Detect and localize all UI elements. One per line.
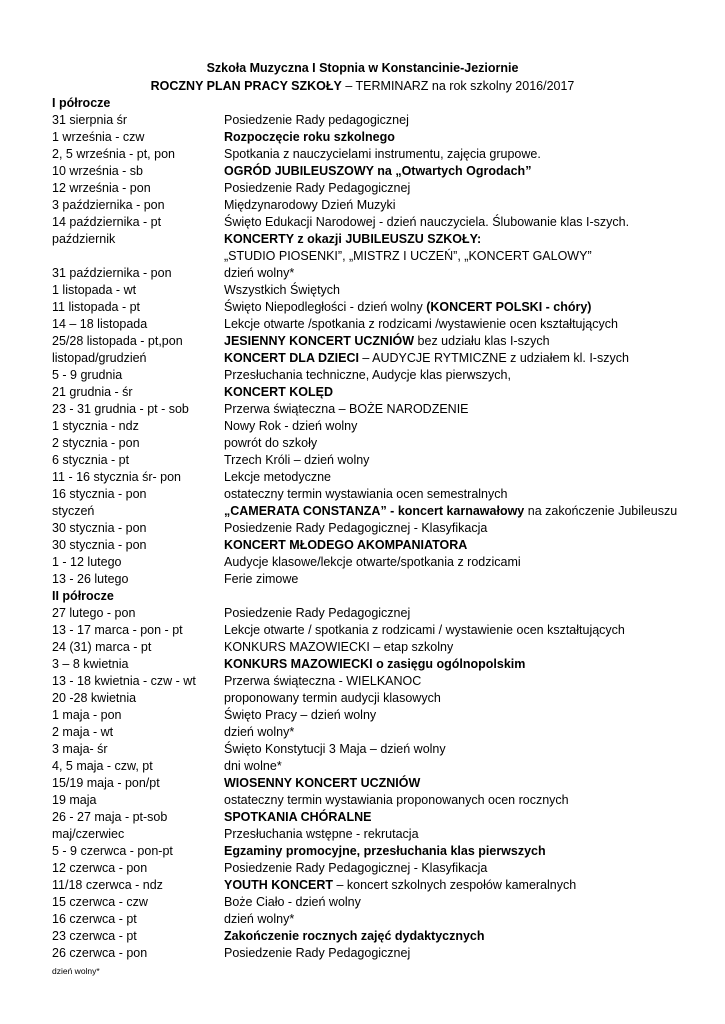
schedule-description [224,622,625,639]
schedule-row [52,197,712,214]
section-heading-first: I półrocze [52,96,111,110]
schedule-description [224,554,521,571]
schedule-description [224,639,453,656]
schedule-description [224,367,511,384]
schedule-date: 1 września - czw [52,130,145,144]
description-part: dzień wolny* [224,266,295,280]
school-name: Szkoła Muzyczna I Stopnia w Konstancinie-Jeziornie [206,61,519,75]
schedule-date: 11 - 16 stycznia śr- pon [52,470,181,484]
schedule-description [224,231,481,248]
schedule-description [224,945,410,962]
schedule-date: 3 maja- śr [52,742,108,756]
schedule-row [52,435,712,452]
schedule-row [52,673,712,690]
schedule-row [52,384,712,401]
description-part: – AUDYCJE RYTMICZNE z udziałem kl. I-szych [358,351,629,365]
schedule-description [224,860,487,877]
schedule-row [52,571,712,588]
schedule-row [52,231,712,248]
schedule-date: 5 - 9 czerwca - pon-pt [52,844,173,858]
schedule-description [224,282,340,299]
schedule-description [224,775,420,792]
schedule-description [224,163,531,180]
schedule-description [224,724,294,741]
schedule-row [52,282,712,299]
schedule-date: styczeń [52,504,95,518]
description-part: Audycje klasowe/lekcje otwarte/spotkania z rodzicami [224,555,521,569]
description-part: „STUDIO PIOSENKI”, „MISTRZ I UCZEŃ”, „KONCERT GALOWY” [224,249,592,263]
schedule-description [224,265,294,282]
schedule-date: 31 sierpnia śr [52,113,128,127]
schedule-date: 2, 5 września - pt, pon [52,147,175,161]
description-part: Wszystkich Świętych [224,283,340,297]
schedule-date: październik [52,232,116,246]
schedule-row [52,758,712,775]
schedule-date: 15 czerwca - czw [52,895,148,909]
schedule-date: 31 października - pon [52,266,172,280]
schedule-date: 11 listopada - pt [52,300,141,314]
schedule-row [52,537,712,554]
schedule-description [224,180,410,197]
schedule-row [52,316,712,333]
description-bold-part: KONCERT DLA DZIECI [224,351,359,365]
schedule-row [52,639,712,656]
description-part: ostateczny termin wystawiania proponowanych ocen rocznych [224,793,569,807]
schedule-description [224,758,282,775]
schedule-date: 10 września - sb [52,164,144,178]
schedule-row [52,605,712,622]
schedule-description [224,350,629,367]
description-part: ostateczny termin wystawiania ocen semestralnych [224,487,508,501]
description-bold-part: Egzaminy promocyjne, przesłuchania klas pierwszych [224,844,546,858]
schedule-date: 23 - 31 grudnia - pt - sob [52,402,189,416]
schedule-row [52,146,712,163]
schedule-row [52,248,712,265]
description-part: – koncert szkolnych zespołów kameralnych [333,878,577,892]
description-part: dzień wolny* [224,725,295,739]
schedule-date: listopad/grudzień [52,351,147,365]
schedule-row [52,486,712,503]
schedule-date: 14 października - pt [52,215,162,229]
schedule-description [224,826,419,843]
schedule-row [52,265,712,282]
schedule-row [52,775,712,792]
description-part: Trzech Króli – dzień wolny [224,453,370,467]
schedule-date: 19 maja [52,793,97,807]
schedule-description [224,605,410,622]
schedule-date: 30 stycznia - pon [52,538,147,552]
schedule-date: 30 stycznia - pon [52,521,147,535]
schedule-date: 3 – 8 kwietnia [52,657,129,671]
schedule-date: 16 czerwca - pt [52,912,137,926]
description-bold-part: (KONCERT POLSKI - chóry) [426,300,592,314]
description-part: dzień wolny* [224,912,295,926]
description-part: Lekcje otwarte / spotkania z rodzicami / wystawienie ocen kształtujących [224,623,625,637]
description-part: Posiedzenie Rady Pedagogicznej - Klasyfikacja [224,521,488,535]
schedule-description [224,452,369,469]
schedule-date: 26 czerwca - pon [52,946,148,960]
plan-title-bold: ROCZNY PLAN PRACY SZKOŁY [150,79,342,93]
description-part: Posiedzenie Rady Pedagogicznej - Klasyfikacja [224,861,488,875]
description-part: dni wolne* [224,759,282,773]
description-bold-part: SPOTKANIA CHÓRALNE [224,810,372,824]
schedule-description [224,843,546,860]
description-bold-part: YOUTH KONCERT [224,878,334,892]
schedule-row [52,452,712,469]
description-bold-part: „CAMERATA CONSTANZA” - koncert karnawałowy [224,504,525,518]
schedule-row [52,724,712,741]
schedule-description [224,894,361,911]
schedule-description [224,520,487,537]
schedule-row [52,503,712,520]
description-bold-part: KONCERT MŁODEGO AKOMPANIATORA [224,538,468,552]
section-heading-second: II półrocze [52,589,114,603]
schedule-row [52,180,712,197]
schedule-row [52,894,712,911]
schedule-row [52,707,712,724]
schedule-row [52,911,712,928]
schedule-date: 14 – 18 listopada [52,317,148,331]
description-bold-part: WIOSENNY KONCERT UCZNIÓW [224,776,421,790]
schedule-date: 4, 5 maja - czw, pt [52,759,153,773]
schedule-description [224,741,446,758]
schedule-date: 2 maja - wt [52,725,114,739]
description-bold-part: KONCERTY z okazji JUBILEUSZU SZKOŁY: [224,232,482,246]
schedule-row [52,367,712,384]
schedule-description [224,418,357,435]
schedule-description [224,316,618,333]
schedule-row [52,945,712,962]
schedule-date: maj/czerwiec [52,827,125,841]
schedule-description [224,248,592,265]
schedule-row [52,690,712,707]
schedule-description [224,690,441,707]
schedule-description [224,435,317,452]
schedule-row [52,860,712,877]
schedule-row [52,656,712,673]
schedule-row [52,163,712,180]
schedule-description [224,911,294,928]
schedule-row [52,792,712,809]
schedule-date: 20 -28 kwietnia [52,691,137,705]
schedule-description [224,673,421,690]
schedule-description [224,656,525,673]
schedule-date: 16 stycznia - pon [52,487,147,501]
description-part: Nowy Rok - dzień wolny [224,419,358,433]
description-part: powrót do szkoły [224,436,318,450]
description-part: Boże Ciało - dzień wolny [224,895,361,909]
schedule-row [52,112,712,129]
plan-title-rest: – TERMINARZ na rok szkolny 2016/2017 [341,79,575,93]
schedule-date: 1 - 12 lutego [52,555,122,569]
schedule-row [52,809,712,826]
description-part: Międzynarodowy Dzień Muzyki [224,198,396,212]
schedule-description [224,214,629,231]
schedule-row [52,843,712,860]
schedule-row [52,826,712,843]
schedule-description [224,537,467,554]
description-part: Przesłuchania wstępne - rekrutacja [224,827,419,841]
schedule-date: 2 stycznia - pon [52,436,140,450]
schedule-date: 6 stycznia - pt [52,453,130,467]
description-part: Posiedzenie Rady Pedagogicznej [224,606,411,620]
schedule-row [52,741,712,758]
description-part: Święto Edukacji Narodowej - dzień nauczyciela. Ślubowanie klas I-szych. [224,215,630,229]
description-part: Przesłuchania techniczne, Audycje klas pierwszych, [224,368,511,382]
description-part: KONKURS MAZOWIECKI – etap szkolny [224,640,454,654]
description-part: Przerwa świąteczna – BOŻE NARODZENIE [224,402,469,416]
schedule-row [52,520,712,537]
description-part: proponowany termin audycji klasowych [224,691,441,705]
schedule-date: 27 lutego - pon [52,606,136,620]
schedule-row [52,554,712,571]
footnote: dzień wolny* [52,966,100,976]
schedule-description [224,571,298,588]
schedule-description [224,792,569,809]
schedule-description [224,384,333,401]
description-bold-part: Rozpoczęcie roku szkolnego [224,130,395,144]
schedule-row [52,418,712,435]
description-part: bez udziału klas I-szych [414,334,550,348]
schedule-description [224,112,409,129]
schedule-date: 21 grudnia - śr [52,385,133,399]
description-part: Święto Niepodległości - dzień wolny [224,300,427,314]
schedule-date: 12 września - pon [52,181,151,195]
schedule-row [52,299,712,316]
schedule-description [224,707,376,724]
schedule-date: 1 listopada - wt [52,283,137,297]
description-part: Ferie zimowe [224,572,299,586]
schedule-description [224,333,550,350]
description-part: Posiedzenie Rady Pedagogicznej [224,946,411,960]
schedule-description [224,503,677,520]
description-bold-part: Zakończenie rocznych zajęć dydaktycznych [224,929,485,943]
schedule-description [224,928,485,945]
schedule-date: 12 czerwca - pon [52,861,148,875]
schedule-date: 3 października - pon [52,198,165,212]
description-part: na zakończenie Jubileuszu [524,504,678,518]
schedule-row [52,129,712,146]
schedule-description [224,469,331,486]
schedule-date: 25/28 listopada - pt,pon [52,334,183,348]
description-part: Lekcje metodyczne [224,470,332,484]
schedule-date: 1 stycznia - ndz [52,419,139,433]
schedule-date: 1 maja - pon [52,708,122,722]
plan-title [0,78,725,94]
schedule-description [224,146,541,163]
schedule-date: 5 - 9 grudnia [52,368,123,382]
description-bold-part: KONCERT KOLĘD [224,385,334,399]
description-part: Spotkania z nauczycielami instrumentu, zajęcia grupowe. [224,147,541,161]
schedule-date: 26 - 27 maja - pt-sob [52,810,168,824]
schedule-row [52,469,712,486]
description-part: Święto Konstytucji 3 Maja – dzień wolny [224,742,446,756]
description-part: Święto Pracy – dzień wolny [224,708,377,722]
description-bold-part: KONKURS MAZOWIECKI o zasięgu ogólnopolskim [224,657,526,671]
schedule-row [52,333,712,350]
schedule-date: 13 - 26 lutego [52,572,129,586]
schedule-row [52,622,712,639]
description-part: Posiedzenie Rady pedagogicznej [224,113,409,127]
schedule-description [224,877,576,894]
schedule-date: 13 - 17 marca - pon - pt [52,623,183,637]
schedule-date: 15/19 maja - pon/pt [52,776,160,790]
schedule-date: 23 czerwca - pt [52,929,137,943]
schedule-row [52,877,712,894]
schedule-date: 11/18 czerwca - ndz [52,878,163,892]
schedule-description [224,299,591,316]
schedule-list [52,95,712,962]
description-bold-part: JESIENNY KONCERT UCZNIÓW [224,334,415,348]
schedule-row [52,214,712,231]
schedule-date: 24 (31) marca - pt [52,640,152,654]
schedule-description [224,486,507,503]
schedule-description [224,401,469,418]
schedule-date: 13 - 18 kwietnia - czw - wt [52,674,196,688]
schedule-row [52,350,712,367]
schedule-row [52,401,712,418]
schedule-description [224,197,396,214]
description-part: Lekcje otwarte /spotkania z rodzicami /wystawienie ocen kształtujących [224,317,618,331]
schedule-row [52,928,712,945]
schedule-description [224,129,395,146]
description-bold-part: OGRÓD JUBILEUSZOWY na „Otwartych Ogrodach” [224,164,532,178]
schedule-description [224,809,371,826]
description-part: Posiedzenie Rady Pedagogicznej [224,181,411,195]
description-part: Przerwa świąteczna - WIELKANOC [224,674,422,688]
